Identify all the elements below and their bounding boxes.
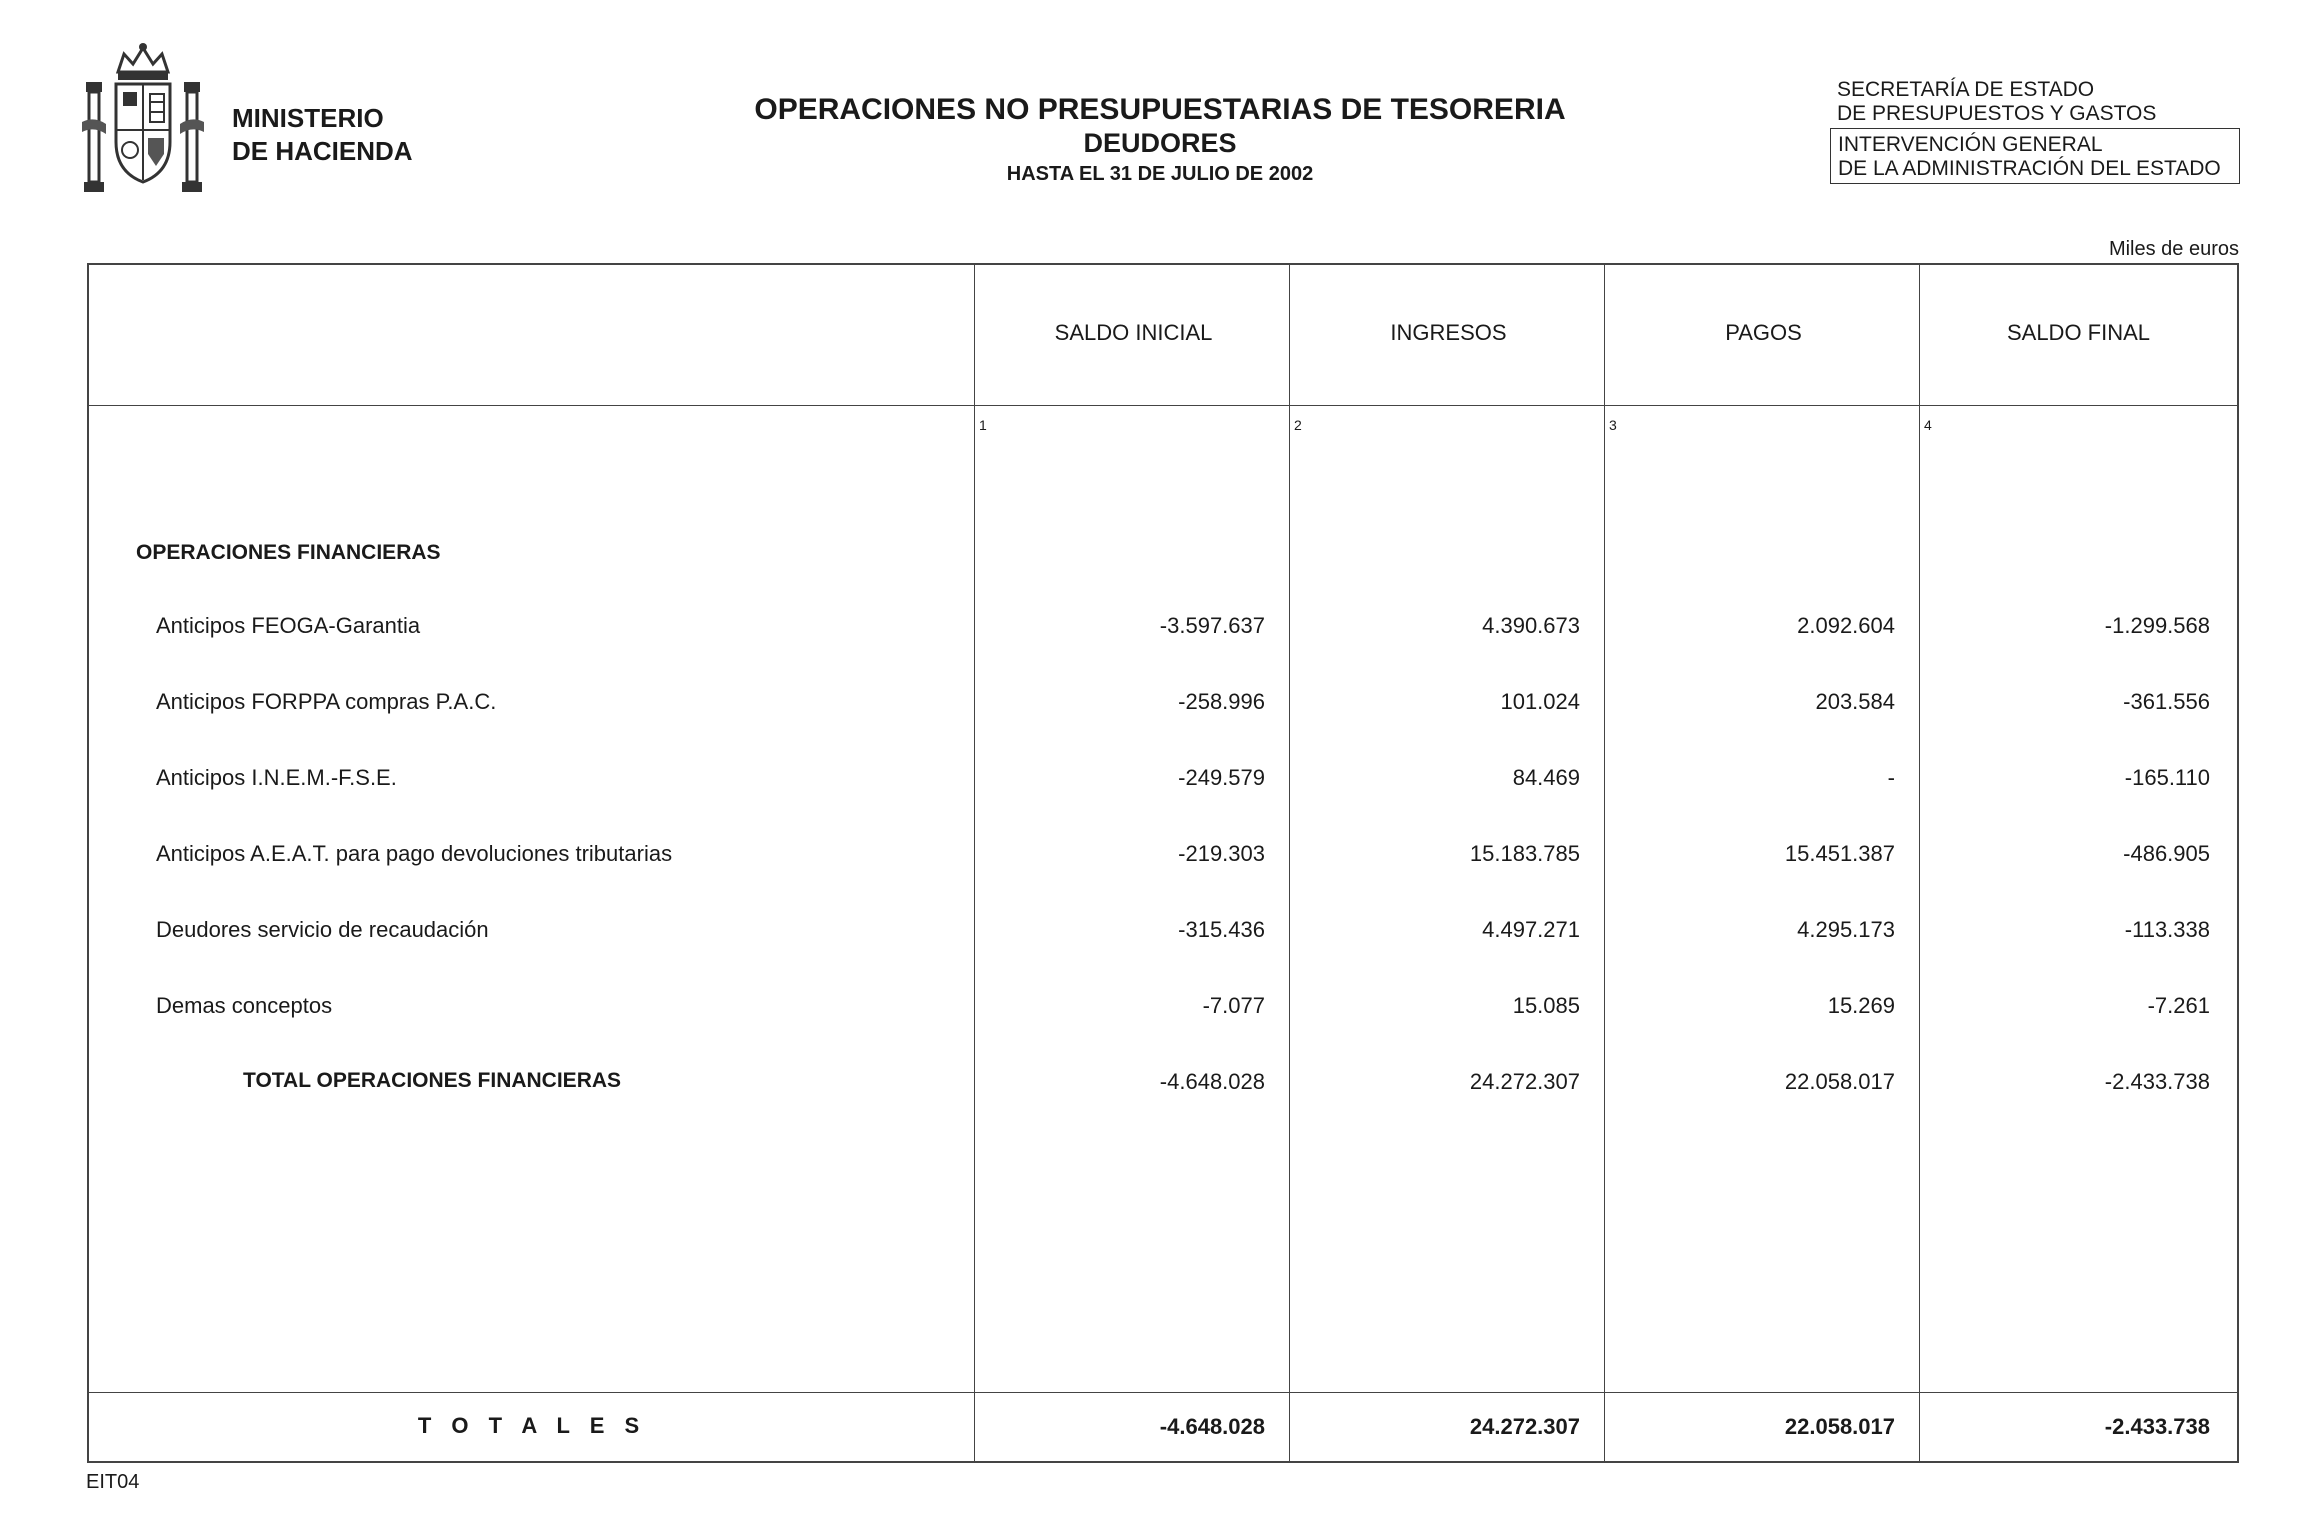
row-label: Anticipos FEOGA-Garantia [156,613,421,638]
secretaria-block [1837,78,2156,126]
ministry-name [232,102,413,168]
section-total-cell: -2.433.738 [2104,1069,2210,1094]
totales-cell: -2.433.738 [2104,1414,2210,1439]
row-label: Demas conceptos [156,993,333,1018]
table-cell: 15.451.387 [1784,841,1895,866]
totales-label: T O T A L E S [417,1413,647,1438]
section-total-label: TOTAL OPERACIONES FINANCIERAS [243,1069,622,1092]
row-label: Anticipos FORPPA compras P.A.C. [156,689,497,714]
table-cell: 15.269 [1827,993,1895,1018]
report-title-block [700,93,1620,187]
secretaria-line-1: SECRETARÍA DE ESTADO [1837,78,2095,101]
row-label: Deudores servicio de recaudación [156,917,489,942]
table-cell: -165.110 [2124,765,2210,790]
table-cell: -315.436 [1178,917,1265,942]
table-cell: 2.092.604 [1797,613,1895,638]
coat-of-arms-icon [78,42,208,198]
totales-cell: -4.648.028 [1159,1414,1265,1439]
column-number: 3 [1609,417,1617,433]
totals-divider [87,1392,2239,1393]
intervencion-line-1: INTERVENCIÓN GENERAL [1838,133,2103,156]
units-label: Miles de euros [2108,238,2239,260]
totales-cell: 22.058.017 [1784,1414,1895,1439]
table-cell: 101.024 [1500,689,1580,714]
table-cell: -1.299.568 [2104,613,2210,638]
totales-cell: 24.272.307 [1469,1414,1580,1439]
table-cell: -219.303 [1178,841,1265,866]
ministry-line-2: DE HACIENDA [232,136,413,166]
table-cell: 4.295.173 [1797,917,1895,942]
table-cell: 15.183.785 [1469,841,1580,866]
table-cell: -361.556 [2123,689,2210,714]
form-code: EIT04 [86,1471,140,1493]
report-subtitle: DEUDORES [1083,128,1237,158]
intervencion-box [1830,128,2240,184]
table-cell: -249.579 [1178,765,1265,790]
section-title: OPERACIONES FINANCIERAS [136,541,441,564]
header-divider [87,405,2239,406]
column-header-pagos: PAGOS [1725,320,1802,345]
column-number: 4 [1924,417,1932,433]
table-cell: -3.597.637 [1159,613,1265,638]
row-label: Anticipos I.N.E.M.-F.S.E. [156,765,397,790]
table-cell: 4.497.271 [1482,917,1580,942]
table-cell: 4.390.673 [1482,613,1580,638]
report-title: OPERACIONES NO PRESUPUESTARIAS DE TESORERIA [754,93,1566,126]
table-cell: 203.584 [1815,689,1895,714]
row-label: Anticipos A.E.A.T. para pago devoluciones tributarias [156,841,673,866]
table-cell: -486.905 [2123,841,2210,866]
section-total-cell: 24.272.307 [1469,1069,1580,1094]
section-total-cell: -4.648.028 [1159,1069,1265,1094]
column-header-ingresos: INGRESOS [1390,320,1507,345]
intervencion-line-2: DE LA ADMINISTRACIÓN DEL ESTADO [1838,157,2221,180]
column-header-saldo-inicial: SALDO INICIAL [1054,320,1213,345]
ministry-line-1: MINISTERIO [232,103,384,133]
table-cell: - [1887,765,1895,790]
table-cell: 15.085 [1512,993,1580,1018]
column-number: 2 [1294,417,1302,433]
section-total-cell: 22.058.017 [1784,1069,1895,1094]
report-date: HASTA EL 31 DE JULIO DE 2002 [1006,163,1314,185]
table-cell: -7.077 [1202,993,1265,1018]
column-header-saldo-final: SALDO FINAL [2006,320,2151,345]
table-cell: -7.261 [2147,993,2210,1018]
table-cell: -113.338 [2124,917,2210,942]
column-number: 1 [979,417,987,433]
table-cell: -258.996 [1178,689,1265,714]
table-cell: 84.469 [1512,765,1580,790]
secretaria-line-2: DE PRESUPUESTOS Y GASTOS [1837,102,2157,125]
